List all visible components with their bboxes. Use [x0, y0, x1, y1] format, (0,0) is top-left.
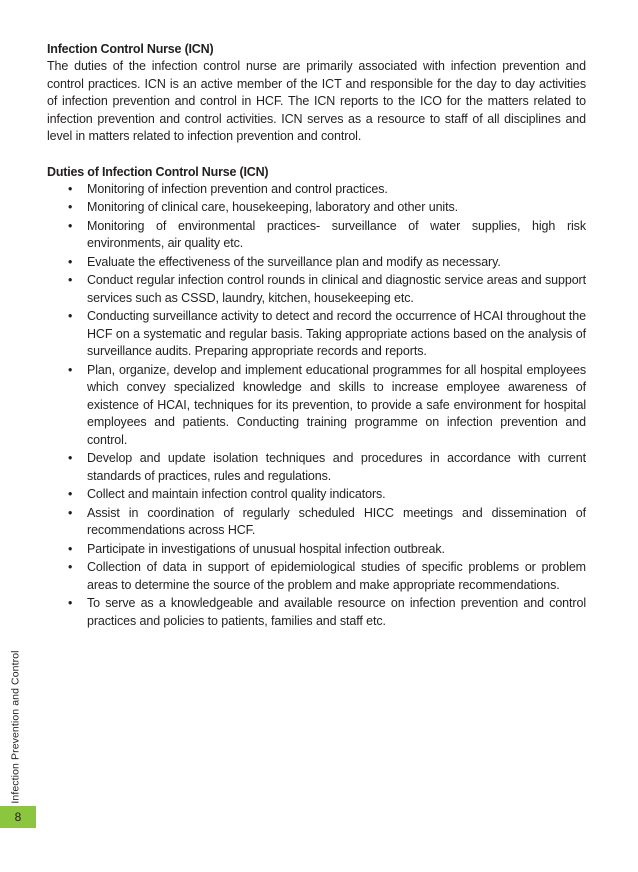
bullet-icon: • — [68, 362, 73, 377]
duty-list-item — [47, 362, 586, 450]
duty-text: Assist in coordination of regularly scheduled HICC meetings and dissemination of recommendations across HCF. — [87, 505, 586, 537]
duty-list-item — [47, 450, 586, 485]
duty-text: Plan, organize, develop and implement educational programmes for all hospital employees which convey specialized knowledge and skills to increase employee awareness of existence of HCAI, techniques for its prevention, to provide a safe environment for hospital employees and patients. Conducting training programme on infection prevention and control. — [87, 362, 586, 447]
section-heading-icn: Infection Control Nurse (ICN) — [47, 42, 214, 56]
duties-list — [47, 181, 586, 631]
duty-text: Monitoring of environmental practices- surveillance of water supplies, high risk environments, air quality etc. — [87, 218, 586, 250]
side-running-title — [6, 651, 26, 803]
duty-text: Evaluate the effectiveness of the surveillance plan and modify as necessary. — [87, 254, 501, 269]
duty-list-item — [47, 181, 586, 199]
duty-text: Monitoring of infection prevention and control practices. — [87, 181, 388, 196]
duty-list-item — [47, 486, 586, 504]
duty-text: Conduct regular infection control rounds in clinical and diagnostic service areas and support services such as CSSD, laundry, kitchen, housekeeping etc. — [87, 273, 586, 305]
page-number: 8 — [14, 810, 22, 824]
icn-description-paragraph: The duties of the infection control nurse are primarily associated with infection prevention and control practices. ICN is an active member of the ICT and responsible for the day to day activities of infection prevention and control in HCF. The ICN reports to the ICO for the matters related to infection prevention and control activities. ICN serves as a resource to staff of all disciplines and level in matters related to infection prevention and control. — [47, 59, 586, 143]
section-heading-duties: Duties of Infection Control Nurse (ICN) — [47, 164, 269, 179]
duty-text: Collect and maintain infection control quality indicators. — [87, 487, 386, 501]
bullet-icon: • — [68, 254, 73, 269]
page-content — [47, 40, 586, 631]
bullet-icon: • — [68, 181, 73, 196]
duty-text: Develop and update isolation techniques and procedures in accordance with current standards of practices, rules and regulations. — [87, 451, 586, 483]
duty-text: Collection of data in support of epidemiological studies of specific problems or problem areas to determine the source of the problem and make appropriate recommendations. — [87, 560, 586, 592]
duty-list-item — [47, 254, 586, 272]
bullet-icon: • — [68, 218, 73, 233]
bullet-icon: • — [68, 273, 73, 287]
bullet-icon: • — [68, 596, 73, 610]
bullet-icon: • — [68, 541, 73, 556]
bullet-icon: • — [68, 200, 73, 214]
side-running-title-text: Infection Prevention and Control — [10, 650, 22, 804]
duty-text: Conducting surveillance activity to detect and record the occurrence of HCAI throughout the HCF on a systematic and regular basis. Taking appropriate actions based on the analysis of surveillance audits. Preparing appropriate records and reports. — [87, 309, 586, 358]
duty-list-item — [47, 199, 586, 217]
bullet-icon: • — [68, 451, 73, 465]
bullet-icon: • — [68, 505, 73, 520]
bullet-icon: • — [68, 560, 73, 574]
duty-list-item — [47, 218, 586, 253]
duty-list-item — [47, 272, 586, 307]
duty-list-item — [47, 595, 586, 630]
duty-text: To serve as a knowledgeable and available resource on infection prevention and control practices and policies to patients, families and staff etc. — [87, 596, 586, 628]
duty-list-item — [47, 541, 586, 559]
duty-list-item — [47, 308, 586, 361]
duty-text: Participate in investigations of unusual hospital infection outbreak. — [87, 541, 445, 556]
duty-text: Monitoring of clinical care, housekeeping, laboratory and other units. — [87, 200, 458, 214]
duty-list-item — [47, 505, 586, 540]
page-number-badge — [0, 806, 36, 828]
duty-list-item — [47, 559, 586, 594]
bullet-icon: • — [68, 487, 73, 501]
bullet-icon: • — [68, 309, 73, 323]
